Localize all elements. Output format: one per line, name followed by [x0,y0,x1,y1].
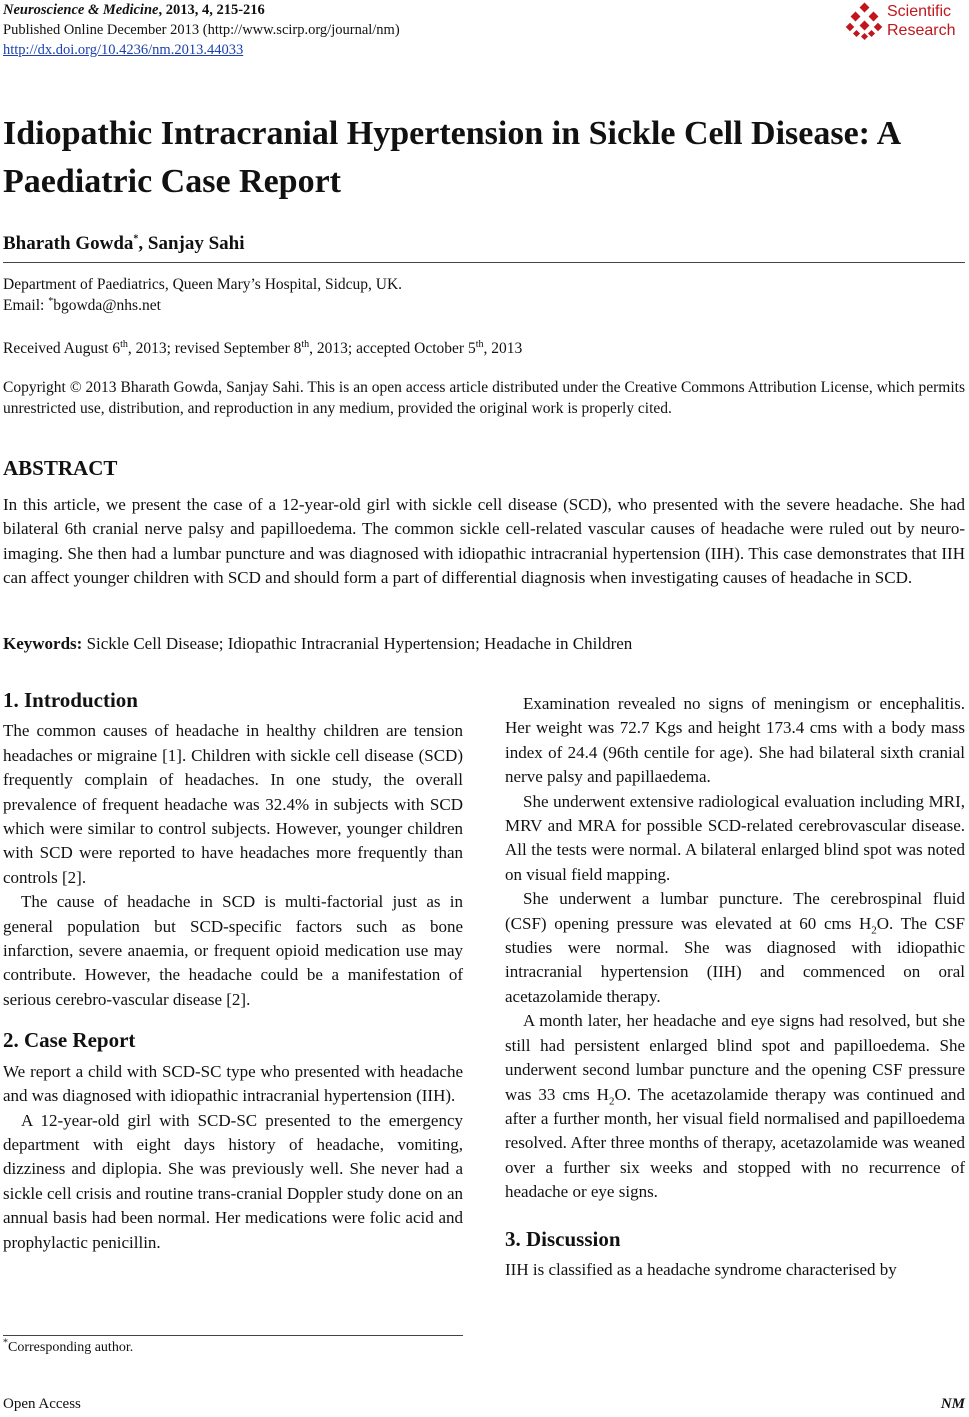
abstract-text: In this article, we present the case of a 12-year-old girl with sickle cell disease (SCD), who presented with the severe headache. She had bilateral 6th cranial nerve palsy and papilloedema. The common sickle cell-related vascular causes of headache were ruled out by neuro-imaging. She then had a lumbar puncture and was diagnosed with idiopathic intracranial hypertension (IIH). This case demonstrates that IIH can affect younger children with SCD and should form a part of differential diagnosis when investigating causes of headache in SCD. [3,495,965,588]
footnote [3,1337,134,1356]
discussion-heading: 3. Discussion [505,1226,621,1251]
intro-paragraph-1: The common causes of headache in healthy children are tension headaches or migraine [1]. Children with sickle cell disease (SCD) frequently complain of headaches. In one study, the overall prevalence of frequent headache was 32.4% in subjects with SCD which were similar to control subjects. However, younger children with SCD were reported to have headaches more frequently than controls [2]. [3,721,463,887]
email-mark: * [48,295,54,307]
author-1[interactable]: Bharath Gowda [3,233,134,254]
keywords-line [3,632,965,656]
journal-name: Neuroscience & Medicine [3,2,159,18]
case-p5-b: O. The CSF studies were normal. She was diagnosed with idiopathic intracranial hypertension (IIH) and commenced on oral acetazolamide therapy. [505,913,966,1006]
footer-open-access: Open Access [3,1396,81,1412]
revised-sup: th [301,338,310,350]
case-paragraph-6 [505,1009,965,1204]
footer-journal-abbrev: NM [940,1396,965,1412]
author-separator: , [138,233,148,254]
case-paragraph-3: Examination revealed no signs of meningism or encephalitis. Her weight was 72.7 Kgs and height 173.4 cms with a body mass index of 24.4 (96th centile for age). She had bilateral sixth cranial nerve palsy and papillaedema. [505,694,965,787]
journal-header [3,0,400,60]
case-paragraph-1: We report a child with SCD-SC type who presented with headache and was diagnosed with idiopathic intracranial hypertension (IIH). [3,1061,463,1106]
article-title: Idiopathic Intracranial Hypertension in Sickle Cell Disease: A Paediatric Case Report [3,115,900,200]
email-line [3,295,161,316]
scirp-logo-icon [845,2,885,42]
intro-heading: 1. Introduction [3,688,138,712]
left-column [3,688,463,1255]
dates-end: , 2013 [483,340,523,357]
keywords-label: Keywords: [3,634,83,653]
case-paragraph-4: She underwent extensive radiological evaluation including MRI, MRV and MRA for possible SCD-related cerebrovascular disease. All the tests were normal. A bilateral enlarged blind spot was noted on visual field mapping. [505,791,965,884]
case-p5-a: She underwent a lumbar puncture. The cerebrospinal fluid (CSF) opening pressure was elevated at 60 cms H [505,889,965,933]
email-address[interactable]: bgowda@nhs.net [53,297,161,314]
author-2[interactable]: Sanjay Sahi [147,233,245,254]
affiliation: Department of Paediatrics, Queen Mary’s Hospital, Sidcup, UK. [3,276,403,293]
journal-issue: , 2013, 4, 215-216 [158,2,265,18]
revised-date: , 2013; revised September 8 [127,340,302,357]
copyright-notice: Copyright © 2013 Bharath Gowda, Sanjay Sahi. This is an open access article distributed under the Creative Commons Attribution License, which permits unrestricted use, distribution, and reproduction in any medium, provided the original work is properly cited. [3,379,965,417]
logo-line-1: Scientific [887,3,952,20]
footnote-text: Corresponding author. [8,1340,134,1355]
footnote-mark: * [3,1337,8,1349]
accepted-date: , 2013; accepted October 5 [309,340,476,357]
keywords-text: Sickle Cell Disease; Idiopathic Intracranial Hypertension; Headache in Children [82,634,633,653]
authors [3,233,245,255]
case-paragraph-5 [505,887,965,1009]
logo-line-2: Research [887,22,956,39]
email-prefix: Email: [3,297,49,314]
doi-link[interactable]: http://dx.doi.org/10.4236/nm.2013.44033 [3,42,244,58]
abstract-heading: ABSTRACT [3,456,118,480]
case-heading: 2. Case Report [3,1028,136,1053]
case-p5-sub: 2 [871,924,877,937]
corresponding-mark: * [133,233,139,245]
dates-line [3,338,522,359]
accepted-sup: th [475,338,484,350]
publisher-logo[interactable] [845,2,965,44]
footnote-rule [3,1335,463,1336]
published-line: Published Online December 2013 (http://www.scirp.org/journal/nm) [3,22,400,38]
received-date: Received August 6 [3,340,121,357]
received-sup: th [120,338,128,350]
case-p6-b: O. The acetazolamide therapy was continued and after a further month, her visual field normalised and papilloedema resolved. After three months of therapy, acetazolamide was weaned over a further six weeks and stopped with no recurrence of headache or eye signs. [505,1084,965,1202]
right-column [505,692,965,1282]
discussion-paragraph-1: IIH is classified as a headache syndrome characterised by [505,1259,897,1279]
intro-paragraph-2: The cause of headache in SCD is multi-factorial just as in general population but SCD-specific factors such as bone infarction, severe anaemia, or frequent opioid medication use may contribute. However, the headache could be a manifestation of serious cerebro-vascular disease [2]. [3,892,463,1009]
case-p6-sub: 2 [608,1094,615,1107]
case-paragraph-2: A 12-year-old girl with SCD-SC presented to the emergency department with eight days history of headache, vomiting, dizziness and diplopia. She was previously well. She never had a sickle cell crisis and routine trans-cranial Doppler study done on an annual basis had been normal. Her medications were folic acid and prophylactic penicillin. [3,1110,463,1252]
header-rule [3,262,965,263]
case-p6-a: A month later, her headache and eye signs had resolved, but she still had persistent enlarged blind spot and papilloedema. She underwent second lumbar puncture and the opening CSF pressure was 33 cms H [505,1011,965,1104]
page-footer [3,1396,965,1413]
